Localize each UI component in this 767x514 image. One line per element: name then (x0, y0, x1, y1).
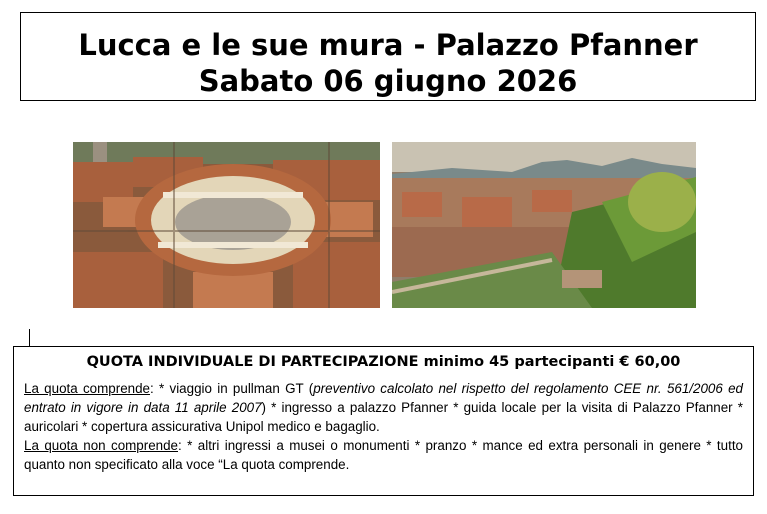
text-cursor (29, 329, 30, 346)
photo-mura (392, 142, 696, 308)
quota-box (13, 346, 754, 496)
excludes-text: : * altri ingressi a musei o monumenti * pranzo * mance ed extra personali in genere * tutto quanto non specificato alla voce “La quota comprende. (24, 438, 743, 472)
includes-label: La quota comprende (24, 381, 150, 396)
includes-text-1: : * viaggio in pullman GT ( (149, 381, 314, 396)
trip-title: Lucca e le sue mura - Palazzo Pfanner (78, 28, 698, 62)
includes-paragraph (24, 379, 743, 436)
quota-details (24, 379, 743, 474)
title-box (20, 12, 756, 101)
includes-italic-note: preventivo calcolato nel rispetto del regolamento CEE nr. 561/2006 ed entrato in vigore in data 11 aprile 2007 (24, 381, 743, 415)
quota-heading: QUOTA INDIVIDUALE DI PARTECIPAZIONE minimo 45 partecipanti € 60,00 (86, 354, 681, 370)
trip-date: Sabato 06 giugno 2026 (198, 64, 578, 98)
includes-text-2: ) * ingresso a palazzo Pfanner * guida locale per la visita di Palazzo Pfanner * auricolari * copertura assicurativa Unipol medico e bagaglio. (24, 400, 743, 434)
excludes-paragraph (24, 436, 743, 474)
photo-anfiteatro (73, 142, 380, 308)
excludes-label: La quota non comprende (24, 438, 178, 453)
